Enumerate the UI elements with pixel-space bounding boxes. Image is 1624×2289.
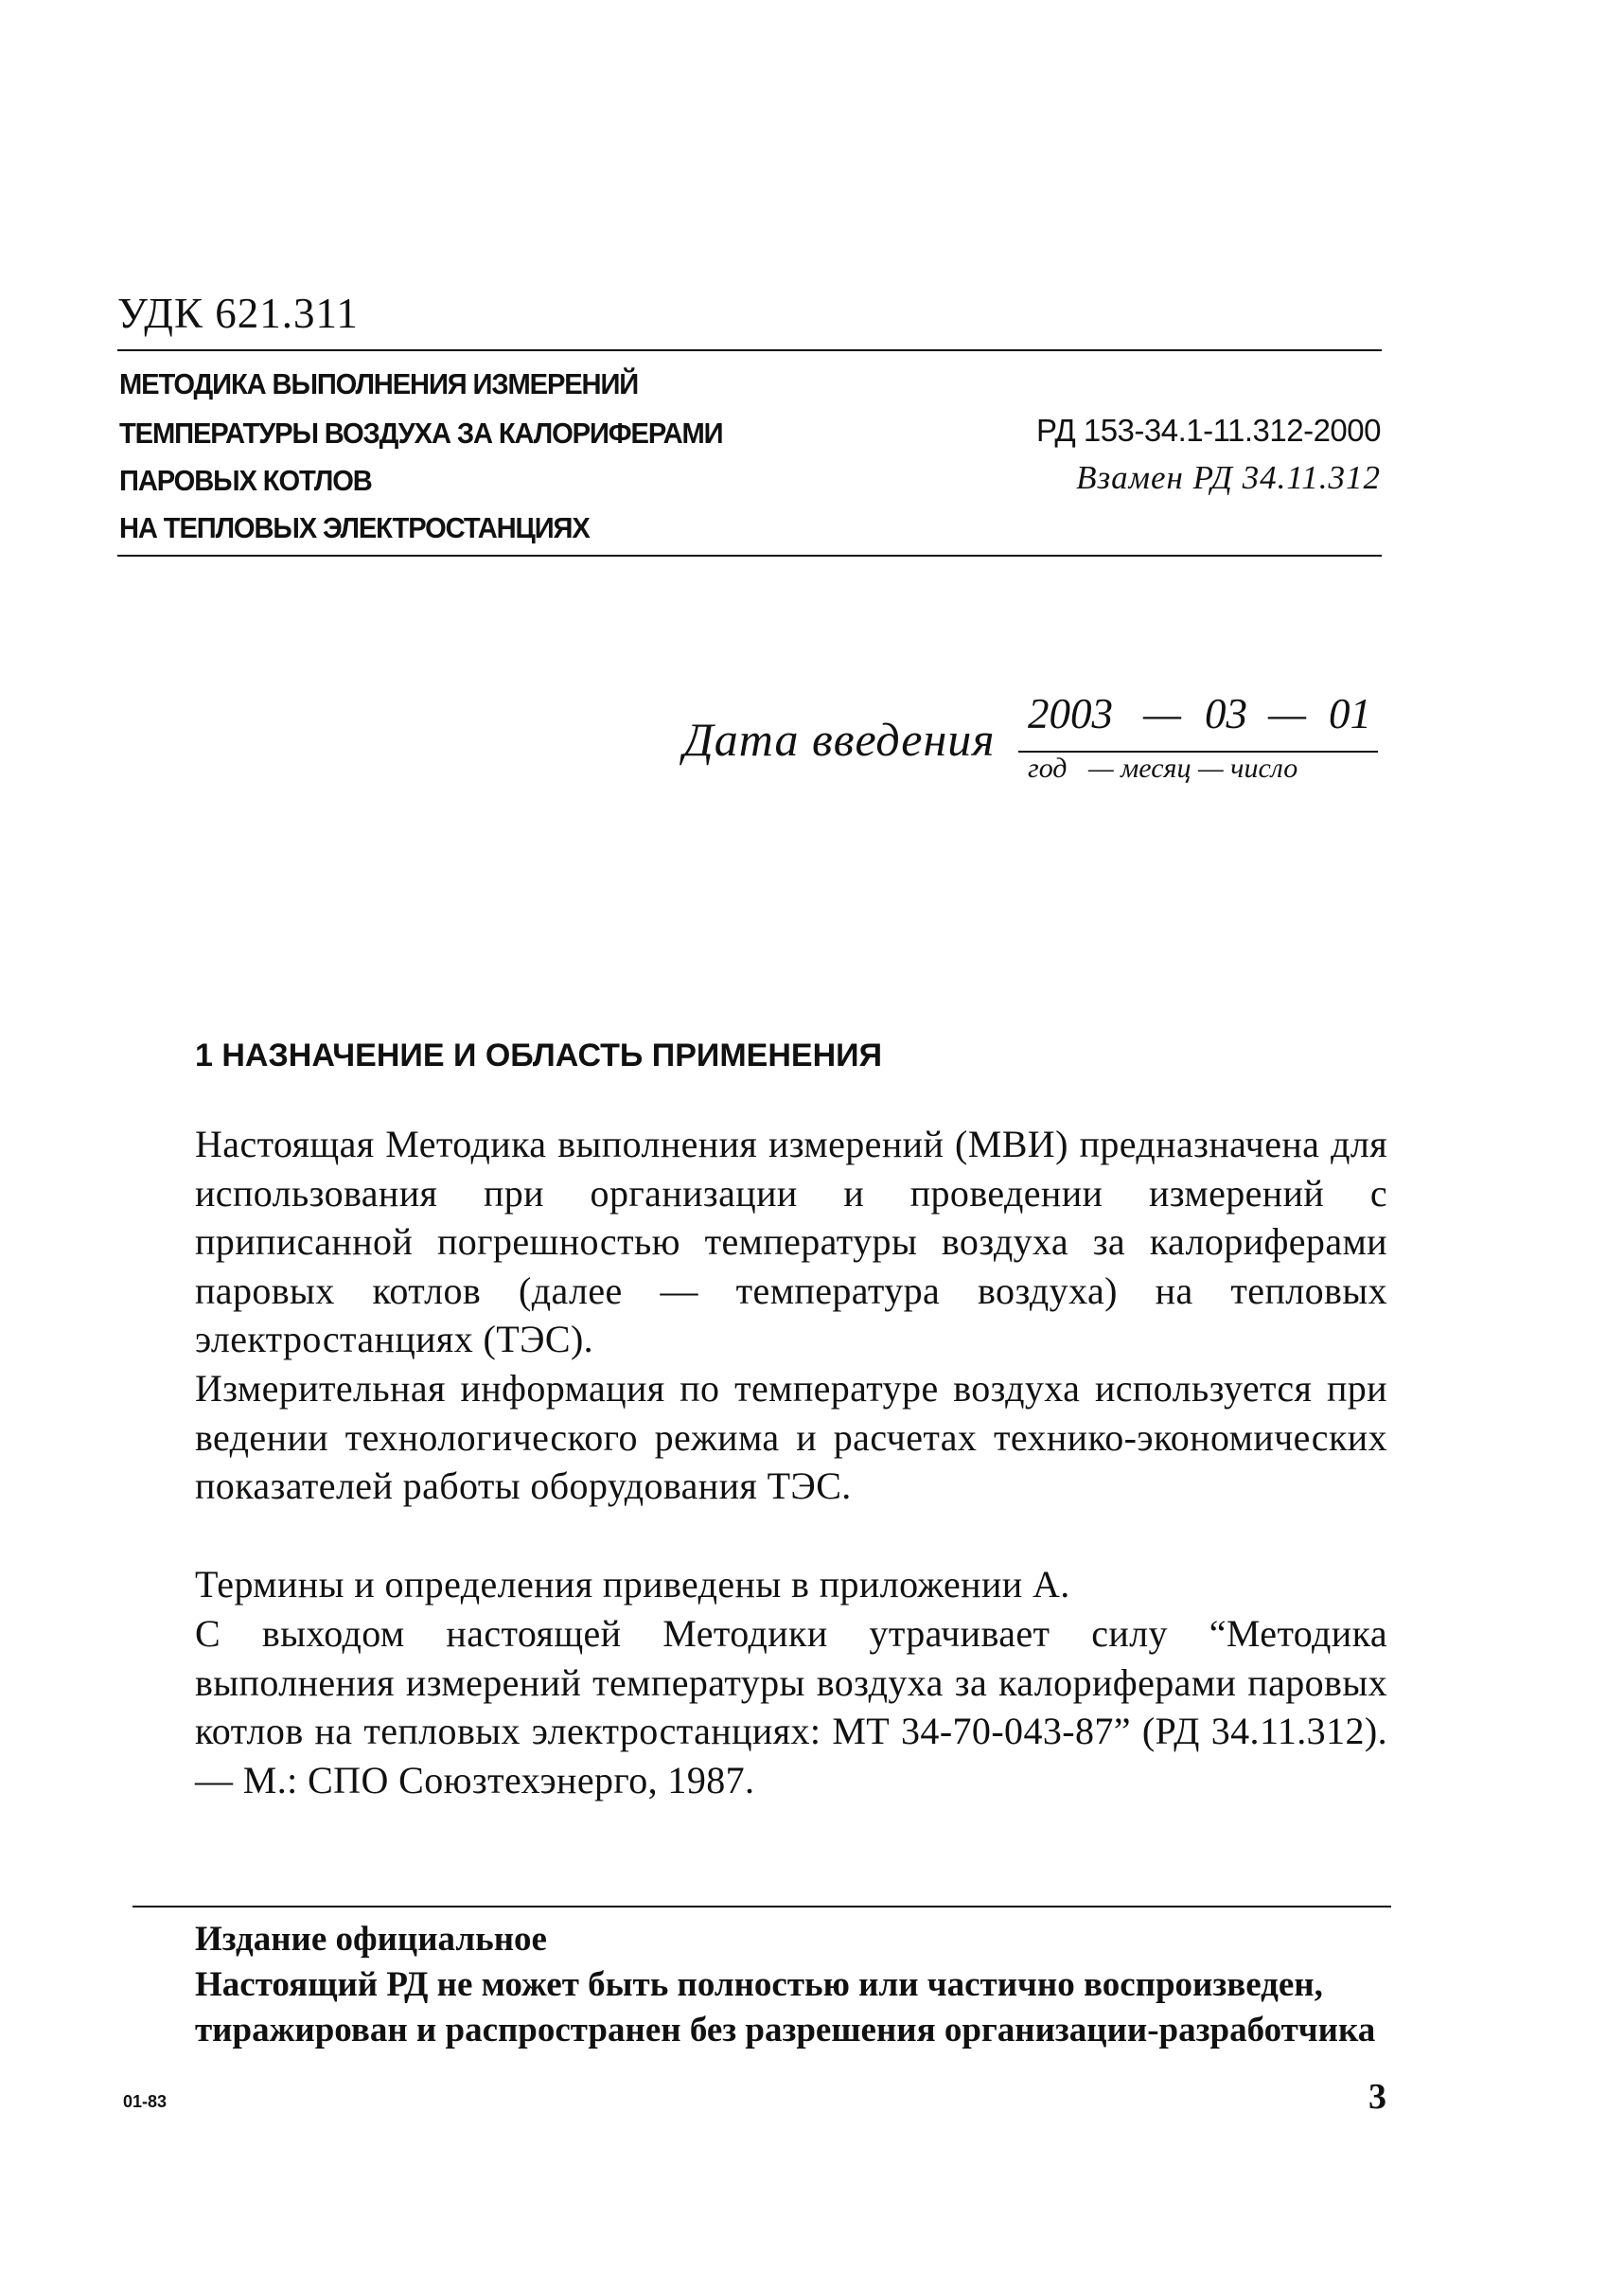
intro-date-dash: — [1143, 690, 1182, 737]
intro-date-day: 01 [1329, 690, 1371, 737]
paragraph: Термины и определения приведены в приложении А. [195, 1563, 1070, 1606]
official-text: Настоящий РД не может быть полностью или частично воспроизведен, тиражирован и распространен без разрешения организации-разработчика [195, 1965, 1376, 2049]
udk-code: УДК 621.311 [117, 290, 359, 337]
paragraph: Измерительная информация по температуре воздуха используется при ведении технологического режима и расчетах технико-экономических показателей работы оборудования ТЭС. [195, 1367, 1387, 1508]
replaces-note: Взамен РД 34.11.312 [1076, 459, 1381, 496]
paragraph: С выходом настоящей Методики утрачивает силу “Методика выполнения измерений температуры воздуха за калориферами паровых котлов на тепловых электростанциях: МТ 34-70-043-87” (РД 34.11.312).— М.: СПО Союзтехэнерго, 1987. [195, 1612, 1387, 1801]
intro-date-year: 2003 [1028, 690, 1113, 737]
section-heading: 1 НАЗНАЧЕНИЕ И ОБЛАСТЬ ПРИМЕНЕНИЯ [195, 1038, 883, 1074]
intro-date-legend: год — месяц — число [1028, 753, 1298, 784]
document-code: РД 153-34.1-11.312-2000 [1036, 413, 1381, 448]
header-top-rule [117, 349, 1382, 351]
title-line: МЕТОДИКА ВЫПОЛНЕНИЯ ИЗМЕРЕНИЙ [119, 367, 639, 400]
paragraph: Настоящая Методика выполнения измерений (МВИ) предназначена для использования при организации и проведении измерений с приписанной погрешностью температуры воздуха за калориферами паровых котлов (далее — температура воздуха) на тепловых электростанциях (ТЭС). [195, 1123, 1387, 1361]
intro-date-month: 03 [1205, 690, 1247, 737]
official-title: Издание официальное [195, 1920, 547, 1959]
title-line: ПАРОВЫХ КОТЛОВ [119, 464, 372, 497]
page-number: 3 [1368, 2077, 1386, 2117]
official-notice [195, 1917, 1391, 2053]
title-line: ТЕМПЕРАТУРЫ ВОЗДУХА ЗА КАЛОРИФЕРАМИ [119, 417, 723, 450]
intro-date-dash: — [1268, 690, 1307, 737]
official-rule [132, 1906, 1391, 1908]
header-bottom-rule [117, 555, 1382, 557]
intro-date-label: Дата введения [683, 713, 996, 766]
print-code: 01-83 [123, 2092, 168, 2111]
title-line: НА ТЕПЛОВЫХ ЭЛЕКТРОСТАНЦИЯХ [119, 511, 590, 544]
